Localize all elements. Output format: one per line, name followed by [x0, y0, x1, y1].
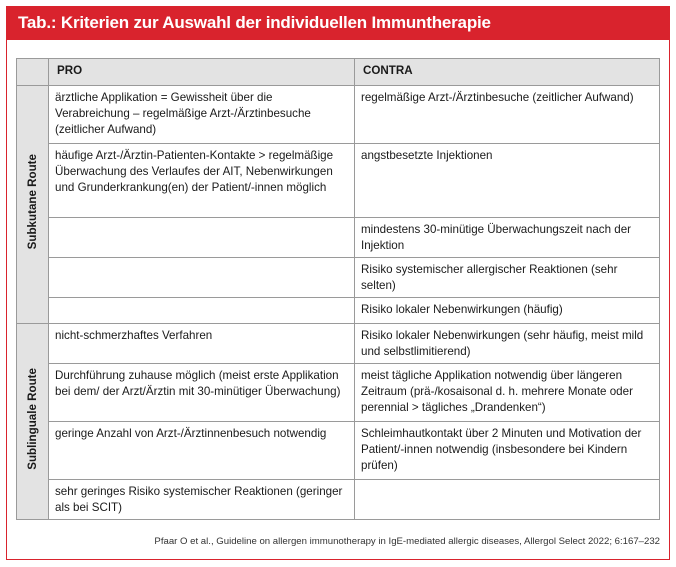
header-contra: CONTRA	[355, 59, 660, 86]
contra-cell: Risiko systemischer allergischer Reaktionen (sehr selten)	[355, 258, 660, 298]
table-row	[17, 298, 660, 324]
contra-cell: meist tägliche Applikation notwendig über längeren Zeitraum (prä-/kosaisonal d. h. mehrere Monate oder perennial > tägliches „Drandenken“)	[355, 364, 660, 422]
contra-cell	[355, 480, 660, 520]
table-row	[17, 86, 660, 144]
contra-cell: Risiko lokaler Nebenwirkungen (häufig)	[355, 298, 660, 324]
citation: Pfaar O et al., Guideline on allergen immunotherapy in IgE-mediated allergic diseases, Allergol Select 2022; 6:167–232	[154, 536, 660, 547]
pro-cell: ärztliche Applikation = Gewissheit über die Verabreichung – regelmäßige Arzt-/Ärztinbesuche (zeitlicher Aufwand)	[49, 86, 355, 144]
pro-cell: nicht-schmerzhaftes Verfahren	[49, 324, 355, 364]
route-label-sublingual: Sublinguale Route	[17, 324, 49, 520]
table-row	[17, 144, 660, 218]
table-row	[17, 480, 660, 520]
pro-cell: häufige Arzt-/Ärztin-Patienten-Kontakte > regelmäßige Überwachung des Verlaufes der AIT, Nebenwirkungen und Grunderkrankung(en) der Patient/-innen möglich	[49, 144, 355, 218]
contra-cell: mindestens 30-minütige Überwachungszeit nach der Injektion	[355, 218, 660, 258]
contra-cell: regelmäßige Arzt-/Ärztinbesuche (zeitlicher Aufwand)	[355, 86, 660, 144]
table-row	[17, 422, 660, 480]
pro-cell: geringe Anzahl von Arzt-/Ärztinnenbesuch notwendig	[49, 422, 355, 480]
header-row	[17, 59, 660, 86]
contra-cell: Schleimhautkontakt über 2 Minuten und Motivation der Patient/-innen notwendig (insbesondere bei Kindern prüfen)	[355, 422, 660, 480]
table-row	[17, 324, 660, 364]
route-label-subcutaneous: Subkutane Route	[17, 86, 49, 324]
pro-cell	[49, 298, 355, 324]
criteria-table	[16, 58, 660, 520]
contra-cell: Risiko lokaler Nebenwirkungen (sehr häufig, meist mild und selbstlimitierend)	[355, 324, 660, 364]
contra-cell: angstbesetzte Injektionen	[355, 144, 660, 218]
pro-cell	[49, 218, 355, 258]
table-row	[17, 364, 660, 422]
header-pro: PRO	[49, 59, 355, 86]
table-title: Tab.: Kriterien zur Auswahl der individuellen Immuntherapie	[6, 6, 670, 40]
table-row	[17, 218, 660, 258]
table-row	[17, 258, 660, 298]
pro-cell: Durchführung zuhause möglich (meist erste Applikation bei dem/ der Arzt/Ärztin mit 30-minütiger Überwachung)	[49, 364, 355, 422]
pro-cell	[49, 258, 355, 298]
header-corner	[17, 59, 49, 86]
pro-cell: sehr geringes Risiko systemischer Reaktionen (geringer als bei SCIT)	[49, 480, 355, 520]
